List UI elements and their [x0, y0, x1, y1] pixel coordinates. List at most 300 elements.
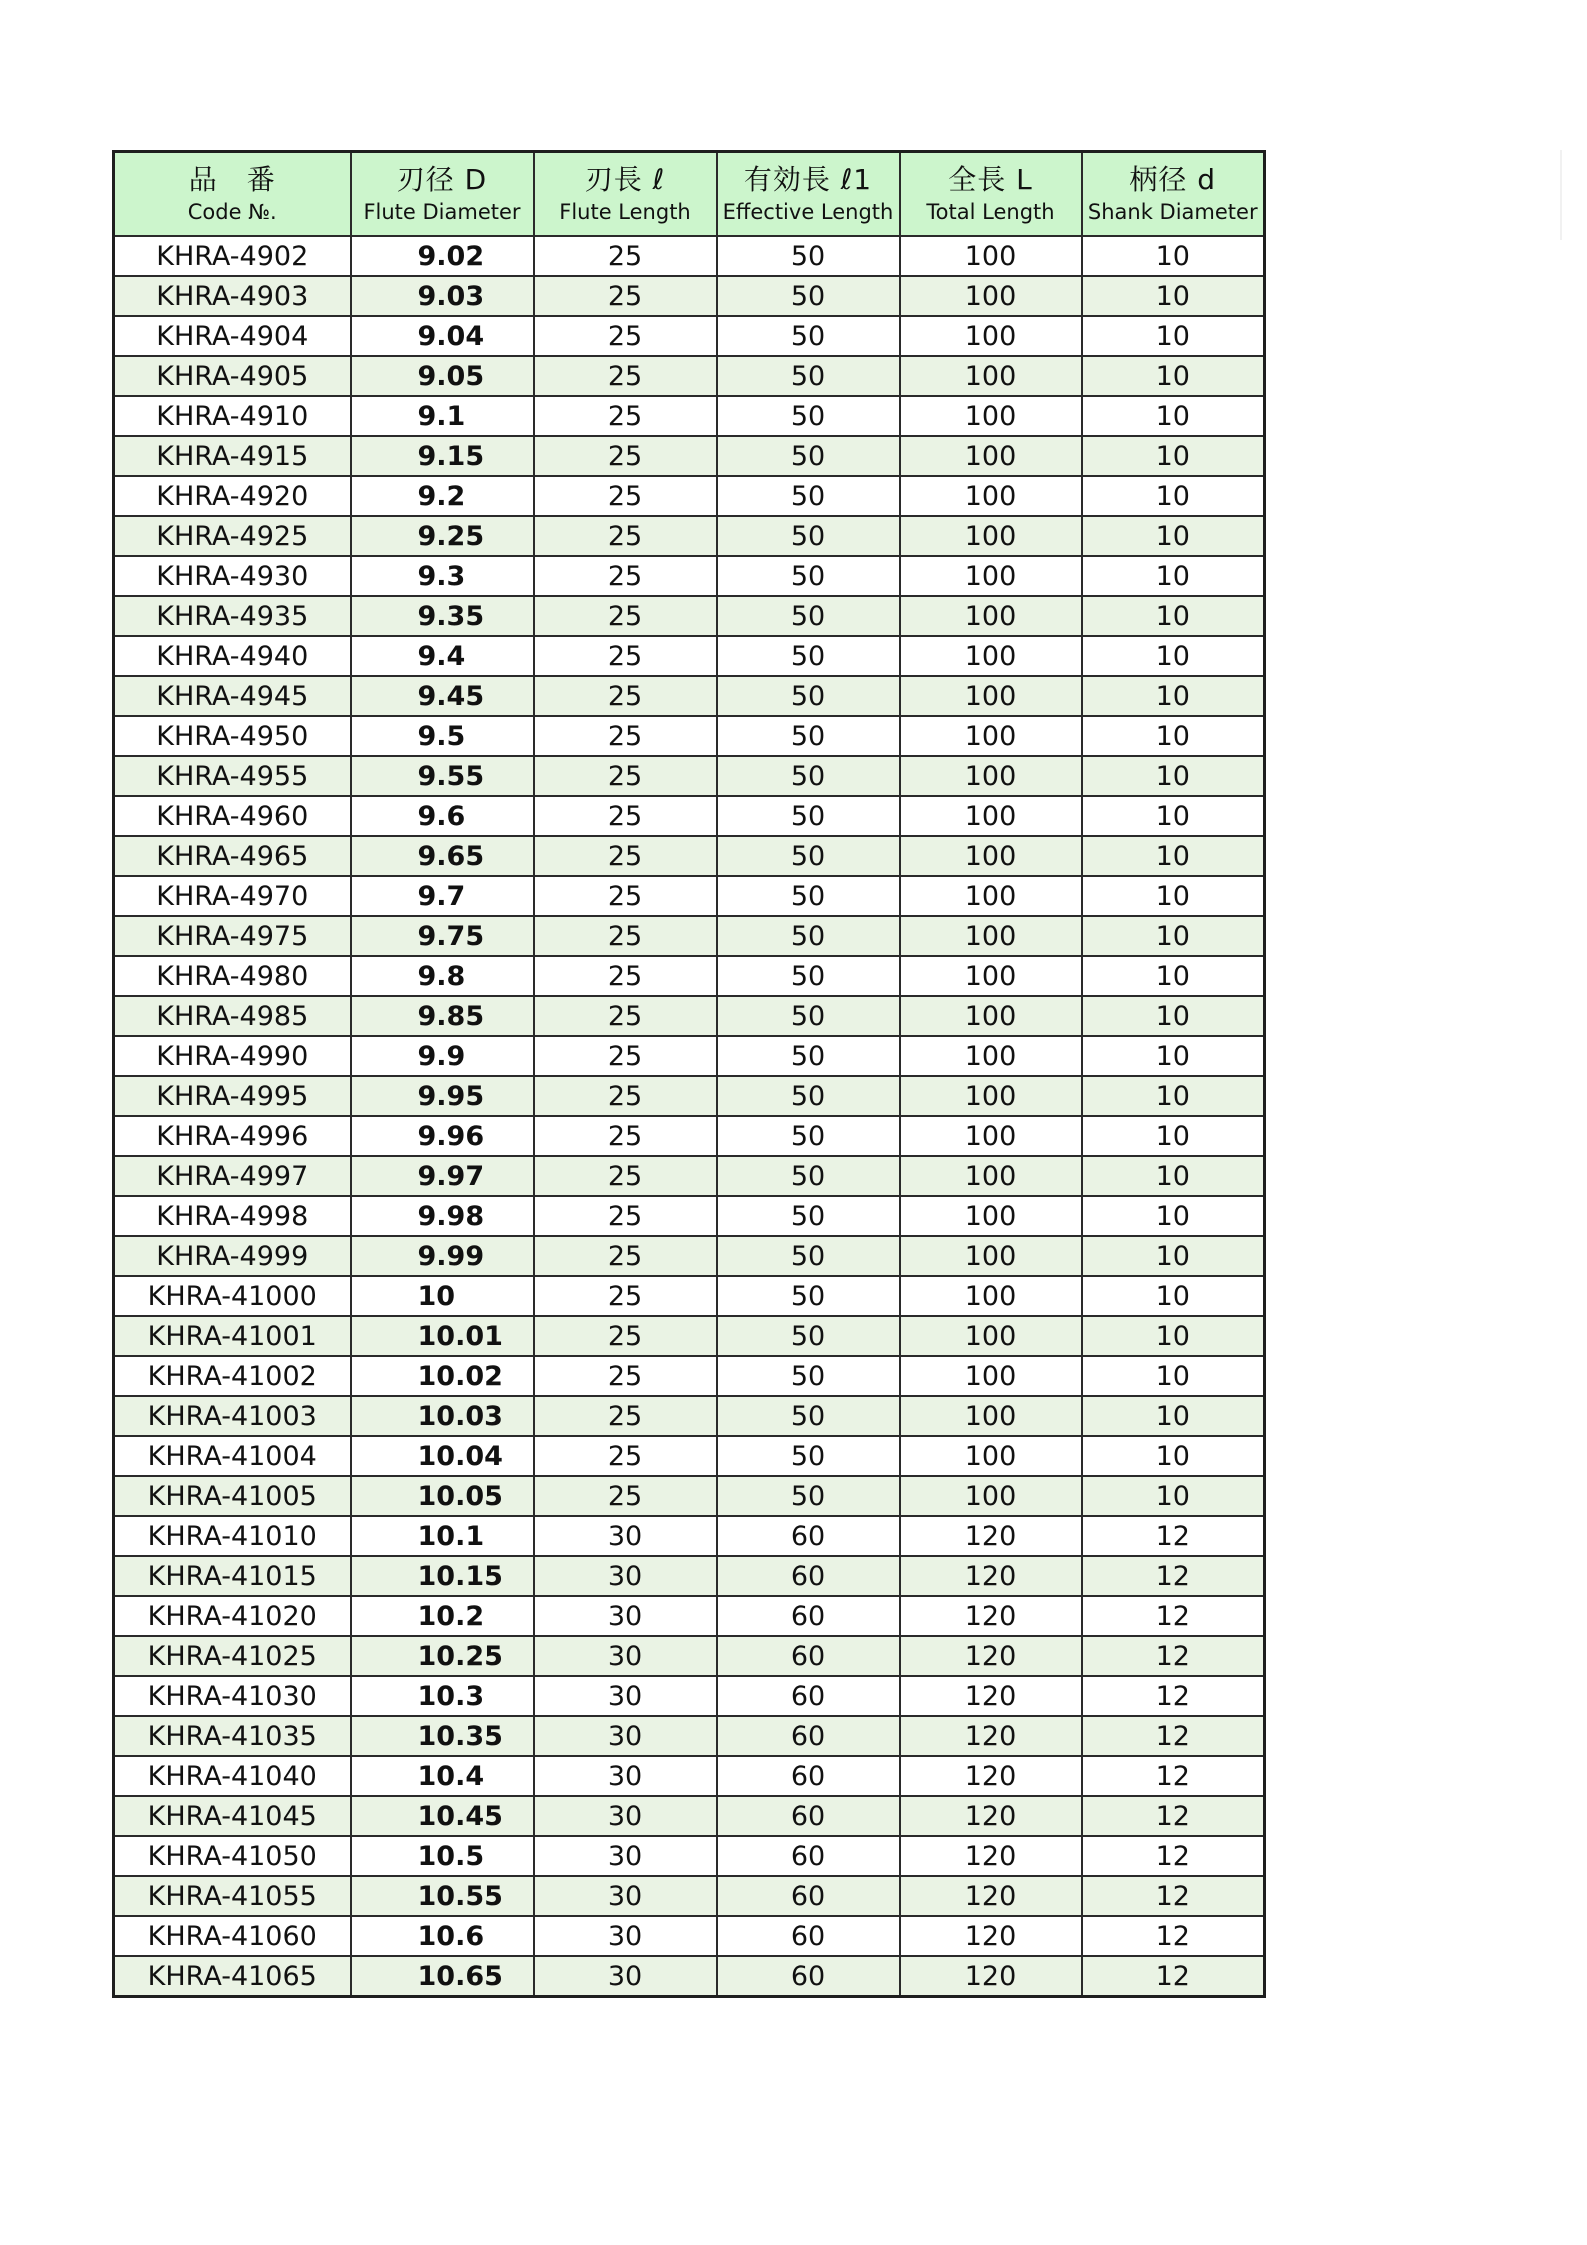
- table-row: [114, 1196, 1265, 1236]
- cell-total-length: 120: [900, 1556, 1082, 1596]
- cell-flute-length: 25: [534, 1276, 717, 1316]
- cell-code: KHRA-4903: [114, 276, 351, 316]
- cell-total-length: 100: [900, 516, 1082, 556]
- cell-code: KHRA-4930: [114, 556, 351, 596]
- cell-effective-length: 50: [717, 596, 900, 636]
- cell-shank-diameter: 12: [1082, 1676, 1265, 1716]
- cell-code: KHRA-41055: [114, 1876, 351, 1916]
- cell-shank-diameter: 10: [1082, 476, 1265, 516]
- cell-flute-diameter: 9.4: [351, 636, 534, 676]
- table-row: [114, 1916, 1265, 1956]
- cell-code: KHRA-41015: [114, 1556, 351, 1596]
- cell-effective-length: 50: [717, 1076, 900, 1116]
- cell-total-length: 100: [900, 1236, 1082, 1276]
- cell-code: KHRA-4965: [114, 836, 351, 876]
- cell-code: KHRA-4985: [114, 996, 351, 1036]
- cell-flute-length: 25: [534, 956, 717, 996]
- table-row: [114, 276, 1265, 316]
- header-code: [114, 152, 351, 237]
- cell-flute-length: 25: [534, 396, 717, 436]
- page-edge-mark: [1560, 150, 1562, 240]
- header-flute-length-en: Flute Length: [559, 200, 691, 225]
- cell-effective-length: 60: [717, 1876, 900, 1916]
- table-row: [114, 996, 1265, 1036]
- header-shank-diameter: [1082, 152, 1265, 237]
- cell-total-length: 100: [900, 796, 1082, 836]
- cell-flute-length: 25: [534, 676, 717, 716]
- cell-flute-length: 30: [534, 1556, 717, 1596]
- cell-total-length: 100: [900, 716, 1082, 756]
- cell-flute-diameter: 10.5: [351, 1836, 534, 1876]
- cell-total-length: 100: [900, 916, 1082, 956]
- header-flute-length-jp: 刃長 ℓ: [584, 162, 666, 196]
- cell-code: KHRA-4996: [114, 1116, 351, 1156]
- cell-flute-diameter: 10.45: [351, 1796, 534, 1836]
- cell-flute-length: 25: [534, 236, 717, 276]
- header-code-en: Code №.: [187, 200, 277, 225]
- cell-flute-diameter: 9.96: [351, 1116, 534, 1156]
- cell-total-length: 100: [900, 1156, 1082, 1196]
- cell-flute-length: 25: [534, 916, 717, 956]
- cell-total-length: 100: [900, 556, 1082, 596]
- cell-code: KHRA-4935: [114, 596, 351, 636]
- cell-flute-diameter: 9.35: [351, 596, 534, 636]
- cell-effective-length: 50: [717, 876, 900, 916]
- cell-effective-length: 50: [717, 276, 900, 316]
- table-row: [114, 1156, 1265, 1196]
- cell-code: KHRA-4960: [114, 796, 351, 836]
- cell-total-length: 100: [900, 676, 1082, 716]
- cell-flute-diameter: 9.9: [351, 1036, 534, 1076]
- table-row: [114, 596, 1265, 636]
- cell-total-length: 100: [900, 636, 1082, 676]
- cell-effective-length: 50: [717, 956, 900, 996]
- cell-flute-diameter: 10.6: [351, 1916, 534, 1956]
- header-row: [114, 152, 1265, 237]
- cell-flute-length: 25: [534, 1396, 717, 1436]
- table-row: [114, 476, 1265, 516]
- table-row: [114, 1556, 1265, 1596]
- cell-total-length: 100: [900, 436, 1082, 476]
- cell-effective-length: 50: [717, 1396, 900, 1436]
- cell-flute-diameter: 10.65: [351, 1956, 534, 1997]
- cell-effective-length: 50: [717, 1236, 900, 1276]
- cell-code: KHRA-41060: [114, 1916, 351, 1956]
- cell-effective-length: 50: [717, 1276, 900, 1316]
- cell-flute-diameter: 10: [351, 1276, 534, 1316]
- header-effective-length: [717, 152, 900, 237]
- cell-flute-diameter: 9.8: [351, 956, 534, 996]
- cell-total-length: 100: [900, 396, 1082, 436]
- cell-code: KHRA-4950: [114, 716, 351, 756]
- cell-shank-diameter: 10: [1082, 1076, 1265, 1116]
- cell-effective-length: 50: [717, 356, 900, 396]
- cell-flute-length: 25: [534, 1156, 717, 1196]
- cell-flute-length: 25: [534, 1436, 717, 1476]
- cell-total-length: 100: [900, 1356, 1082, 1396]
- cell-code: KHRA-41065: [114, 1956, 351, 1997]
- header-flute-diameter: [351, 152, 534, 237]
- cell-flute-length: 25: [534, 1316, 717, 1356]
- cell-code: KHRA-4902: [114, 236, 351, 276]
- cell-flute-diameter: 10.4: [351, 1756, 534, 1796]
- table-row: [114, 236, 1265, 276]
- cell-shank-diameter: 12: [1082, 1956, 1265, 1997]
- header-total-length-en: Total Length: [926, 200, 1055, 225]
- cell-flute-length: 25: [534, 1236, 717, 1276]
- cell-flute-diameter: 10.03: [351, 1396, 534, 1436]
- table-row: [114, 516, 1265, 556]
- cell-code: KHRA-4997: [114, 1156, 351, 1196]
- cell-effective-length: 50: [717, 796, 900, 836]
- cell-flute-length: 25: [534, 316, 717, 356]
- table-row: [114, 716, 1265, 756]
- cell-shank-diameter: 10: [1082, 276, 1265, 316]
- header-shank-diameter-jp: 柄径 d: [1129, 162, 1217, 196]
- cell-effective-length: 60: [717, 1956, 900, 1997]
- cell-code: KHRA-4920: [114, 476, 351, 516]
- cell-effective-length: 50: [717, 436, 900, 476]
- cell-flute-diameter: 10.55: [351, 1876, 534, 1916]
- cell-total-length: 100: [900, 876, 1082, 916]
- header-effective-length-jp: 有効長 ℓ1: [743, 162, 873, 196]
- cell-flute-diameter: 9.25: [351, 516, 534, 556]
- cell-shank-diameter: 10: [1082, 516, 1265, 556]
- cell-effective-length: 50: [717, 516, 900, 556]
- cell-effective-length: 60: [717, 1796, 900, 1836]
- table-row: [114, 1236, 1265, 1276]
- header-effective-length-en: Effective Length: [722, 200, 894, 225]
- cell-effective-length: 60: [717, 1636, 900, 1676]
- cell-flute-length: 25: [534, 756, 717, 796]
- cell-flute-length: 25: [534, 556, 717, 596]
- cell-flute-diameter: 9.99: [351, 1236, 534, 1276]
- table-row: [114, 1476, 1265, 1516]
- cell-effective-length: 50: [717, 476, 900, 516]
- cell-shank-diameter: 12: [1082, 1916, 1265, 1956]
- cell-shank-diameter: 10: [1082, 236, 1265, 276]
- cell-effective-length: 60: [717, 1516, 900, 1556]
- cell-shank-diameter: 10: [1082, 1276, 1265, 1316]
- cell-code: KHRA-4980: [114, 956, 351, 996]
- table-row: [114, 1876, 1265, 1916]
- cell-effective-length: 50: [717, 556, 900, 596]
- cell-code: KHRA-4910: [114, 396, 351, 436]
- table-row: [114, 956, 1265, 996]
- cell-shank-diameter: 12: [1082, 1756, 1265, 1796]
- cell-shank-diameter: 12: [1082, 1876, 1265, 1916]
- table-header: [114, 152, 1265, 237]
- cell-shank-diameter: 10: [1082, 716, 1265, 756]
- cell-flute-diameter: 9.75: [351, 916, 534, 956]
- cell-effective-length: 50: [717, 1476, 900, 1516]
- table-row: [114, 1436, 1265, 1476]
- cell-shank-diameter: 12: [1082, 1836, 1265, 1876]
- cell-code: KHRA-4940: [114, 636, 351, 676]
- cell-code: KHRA-41002: [114, 1356, 351, 1396]
- cell-shank-diameter: 10: [1082, 956, 1265, 996]
- cell-code: KHRA-4995: [114, 1076, 351, 1116]
- cell-shank-diameter: 10: [1082, 1196, 1265, 1236]
- header-total-length-jp: 全長 L: [948, 162, 1033, 196]
- cell-total-length: 120: [900, 1916, 1082, 1956]
- cell-code: KHRA-41005: [114, 1476, 351, 1516]
- cell-total-length: 100: [900, 476, 1082, 516]
- cell-flute-length: 30: [534, 1676, 717, 1716]
- cell-effective-length: 60: [717, 1916, 900, 1956]
- table-row: [114, 1596, 1265, 1636]
- cell-flute-diameter: 9.05: [351, 356, 534, 396]
- cell-total-length: 100: [900, 1276, 1082, 1316]
- cell-effective-length: 50: [717, 236, 900, 276]
- table-row: [114, 1076, 1265, 1116]
- cell-shank-diameter: 10: [1082, 996, 1265, 1036]
- cell-effective-length: 50: [717, 316, 900, 356]
- cell-flute-diameter: 9.2: [351, 476, 534, 516]
- cell-flute-length: 25: [534, 516, 717, 556]
- table-row: [114, 796, 1265, 836]
- cell-effective-length: 50: [717, 916, 900, 956]
- cell-shank-diameter: 10: [1082, 316, 1265, 356]
- cell-flute-diameter: 9.3: [351, 556, 534, 596]
- cell-flute-length: 30: [534, 1836, 717, 1876]
- table-row: [114, 876, 1265, 916]
- cell-code: KHRA-4915: [114, 436, 351, 476]
- cell-total-length: 120: [900, 1716, 1082, 1756]
- cell-flute-diameter: 9.5: [351, 716, 534, 756]
- cell-flute-length: 30: [534, 1596, 717, 1636]
- cell-total-length: 100: [900, 356, 1082, 396]
- table-row: [114, 1396, 1265, 1436]
- table-body: [114, 236, 1265, 1997]
- cell-total-length: 100: [900, 1036, 1082, 1076]
- cell-flute-length: 30: [534, 1956, 717, 1997]
- cell-effective-length: 50: [717, 996, 900, 1036]
- table-row: [114, 1796, 1265, 1836]
- cell-shank-diameter: 10: [1082, 356, 1265, 396]
- cell-flute-diameter: 9.85: [351, 996, 534, 1036]
- cell-shank-diameter: 10: [1082, 596, 1265, 636]
- cell-shank-diameter: 10: [1082, 436, 1265, 476]
- spec-table: [112, 150, 1266, 1998]
- cell-flute-length: 25: [534, 996, 717, 1036]
- cell-flute-diameter: 10.2: [351, 1596, 534, 1636]
- table-row: [114, 916, 1265, 956]
- cell-flute-length: 30: [534, 1756, 717, 1796]
- cell-shank-diameter: 10: [1082, 636, 1265, 676]
- cell-shank-diameter: 10: [1082, 1116, 1265, 1156]
- cell-code: KHRA-4998: [114, 1196, 351, 1236]
- cell-code: KHRA-41040: [114, 1756, 351, 1796]
- cell-total-length: 120: [900, 1676, 1082, 1716]
- cell-total-length: 100: [900, 756, 1082, 796]
- cell-code: KHRA-4990: [114, 1036, 351, 1076]
- cell-flute-diameter: 9.98: [351, 1196, 534, 1236]
- table-row: [114, 1716, 1265, 1756]
- cell-shank-diameter: 10: [1082, 1036, 1265, 1076]
- cell-code: KHRA-4925: [114, 516, 351, 556]
- cell-flute-length: 30: [534, 1636, 717, 1676]
- cell-effective-length: 50: [717, 1156, 900, 1196]
- table-row: [114, 1036, 1265, 1076]
- cell-shank-diameter: 10: [1082, 1356, 1265, 1396]
- cell-total-length: 120: [900, 1596, 1082, 1636]
- cell-total-length: 100: [900, 276, 1082, 316]
- table-row: [114, 436, 1265, 476]
- cell-flute-diameter: 9.45: [351, 676, 534, 716]
- cell-flute-length: 25: [534, 836, 717, 876]
- cell-flute-diameter: 9.6: [351, 796, 534, 836]
- cell-flute-length: 30: [534, 1716, 717, 1756]
- header-flute-diameter-en: Flute Diameter: [363, 200, 521, 225]
- table-row: [114, 1636, 1265, 1676]
- cell-shank-diameter: 10: [1082, 876, 1265, 916]
- cell-flute-length: 25: [534, 1476, 717, 1516]
- cell-flute-diameter: 9.55: [351, 756, 534, 796]
- cell-flute-diameter: 10.05: [351, 1476, 534, 1516]
- cell-code: KHRA-41010: [114, 1516, 351, 1556]
- cell-flute-length: 25: [534, 636, 717, 676]
- table-row: [114, 1356, 1265, 1396]
- cell-flute-length: 25: [534, 1036, 717, 1076]
- cell-flute-diameter: 10.01: [351, 1316, 534, 1356]
- cell-flute-length: 25: [534, 1076, 717, 1116]
- cell-shank-diameter: 10: [1082, 1396, 1265, 1436]
- table-row: [114, 836, 1265, 876]
- table-row: [114, 1836, 1265, 1876]
- cell-shank-diameter: 10: [1082, 1156, 1265, 1196]
- cell-shank-diameter: 10: [1082, 756, 1265, 796]
- cell-effective-length: 50: [717, 1436, 900, 1476]
- cell-total-length: 120: [900, 1796, 1082, 1836]
- cell-effective-length: 50: [717, 636, 900, 676]
- cell-code: KHRA-4905: [114, 356, 351, 396]
- cell-flute-length: 30: [534, 1876, 717, 1916]
- table-row: [114, 396, 1265, 436]
- cell-code: KHRA-4904: [114, 316, 351, 356]
- cell-code: KHRA-41050: [114, 1836, 351, 1876]
- cell-flute-length: 25: [534, 716, 717, 756]
- cell-shank-diameter: 10: [1082, 1476, 1265, 1516]
- cell-flute-diameter: 9.97: [351, 1156, 534, 1196]
- cell-flute-diameter: 9.7: [351, 876, 534, 916]
- table-row: [114, 636, 1265, 676]
- cell-effective-length: 50: [717, 756, 900, 796]
- cell-effective-length: 50: [717, 1316, 900, 1356]
- cell-shank-diameter: 12: [1082, 1636, 1265, 1676]
- table-row: [114, 356, 1265, 396]
- cell-total-length: 120: [900, 1636, 1082, 1676]
- table-row: [114, 676, 1265, 716]
- cell-total-length: 100: [900, 1436, 1082, 1476]
- cell-code: KHRA-41035: [114, 1716, 351, 1756]
- cell-effective-length: 50: [717, 1356, 900, 1396]
- cell-shank-diameter: 10: [1082, 396, 1265, 436]
- cell-shank-diameter: 10: [1082, 1316, 1265, 1356]
- table-row: [114, 1316, 1265, 1356]
- cell-total-length: 100: [900, 236, 1082, 276]
- cell-flute-length: 25: [534, 1356, 717, 1396]
- cell-flute-diameter: 10.04: [351, 1436, 534, 1476]
- cell-shank-diameter: 12: [1082, 1556, 1265, 1596]
- cell-flute-length: 25: [534, 436, 717, 476]
- cell-code: KHRA-41045: [114, 1796, 351, 1836]
- cell-effective-length: 60: [717, 1716, 900, 1756]
- cell-code: KHRA-4945: [114, 676, 351, 716]
- cell-shank-diameter: 12: [1082, 1596, 1265, 1636]
- cell-flute-diameter: 9.03: [351, 276, 534, 316]
- cell-code: KHRA-4975: [114, 916, 351, 956]
- cell-shank-diameter: 12: [1082, 1716, 1265, 1756]
- cell-effective-length: 50: [717, 396, 900, 436]
- cell-code: KHRA-4955: [114, 756, 351, 796]
- cell-flute-length: 25: [534, 796, 717, 836]
- cell-code: KHRA-41020: [114, 1596, 351, 1636]
- cell-flute-length: 25: [534, 1116, 717, 1156]
- cell-code: KHRA-4970: [114, 876, 351, 916]
- cell-flute-length: 30: [534, 1516, 717, 1556]
- header-shank-diameter-en: Shank Diameter: [1087, 200, 1258, 225]
- cell-shank-diameter: 12: [1082, 1796, 1265, 1836]
- cell-total-length: 100: [900, 1476, 1082, 1516]
- table-row: [114, 756, 1265, 796]
- header-flute-length: [534, 152, 717, 237]
- cell-total-length: 100: [900, 596, 1082, 636]
- cell-flute-diameter: 10.25: [351, 1636, 534, 1676]
- cell-flute-length: 25: [534, 1196, 717, 1236]
- cell-flute-diameter: 9.02: [351, 236, 534, 276]
- cell-effective-length: 50: [717, 1196, 900, 1236]
- cell-effective-length: 50: [717, 1036, 900, 1076]
- cell-total-length: 100: [900, 316, 1082, 356]
- cell-shank-diameter: 10: [1082, 1236, 1265, 1276]
- cell-flute-diameter: 10.15: [351, 1556, 534, 1596]
- cell-flute-length: 25: [534, 596, 717, 636]
- cell-code: KHRA-41003: [114, 1396, 351, 1436]
- cell-effective-length: 60: [717, 1556, 900, 1596]
- cell-shank-diameter: 10: [1082, 676, 1265, 716]
- cell-effective-length: 50: [717, 676, 900, 716]
- cell-flute-length: 25: [534, 476, 717, 516]
- cell-flute-length: 30: [534, 1916, 717, 1956]
- cell-flute-diameter: 10.35: [351, 1716, 534, 1756]
- cell-shank-diameter: 10: [1082, 916, 1265, 956]
- table-row: [114, 316, 1265, 356]
- cell-effective-length: 50: [717, 836, 900, 876]
- table-row: [114, 1276, 1265, 1316]
- header-total-length: [900, 152, 1082, 237]
- cell-effective-length: 60: [717, 1676, 900, 1716]
- cell-flute-diameter: 10.1: [351, 1516, 534, 1556]
- cell-flute-diameter: 10.3: [351, 1676, 534, 1716]
- header-code-jp: 品 番: [188, 162, 276, 196]
- cell-total-length: 120: [900, 1876, 1082, 1916]
- cell-flute-diameter: 9.15: [351, 436, 534, 476]
- cell-shank-diameter: 12: [1082, 1516, 1265, 1556]
- cell-total-length: 100: [900, 956, 1082, 996]
- cell-total-length: 120: [900, 1836, 1082, 1876]
- cell-total-length: 120: [900, 1516, 1082, 1556]
- cell-total-length: 100: [900, 1396, 1082, 1436]
- cell-flute-diameter: 9.65: [351, 836, 534, 876]
- table-row: [114, 1116, 1265, 1156]
- cell-flute-diameter: 9.95: [351, 1076, 534, 1116]
- cell-flute-diameter: 9.1: [351, 396, 534, 436]
- cell-shank-diameter: 10: [1082, 836, 1265, 876]
- cell-total-length: 100: [900, 1076, 1082, 1116]
- cell-total-length: 120: [900, 1756, 1082, 1796]
- cell-code: KHRA-41030: [114, 1676, 351, 1716]
